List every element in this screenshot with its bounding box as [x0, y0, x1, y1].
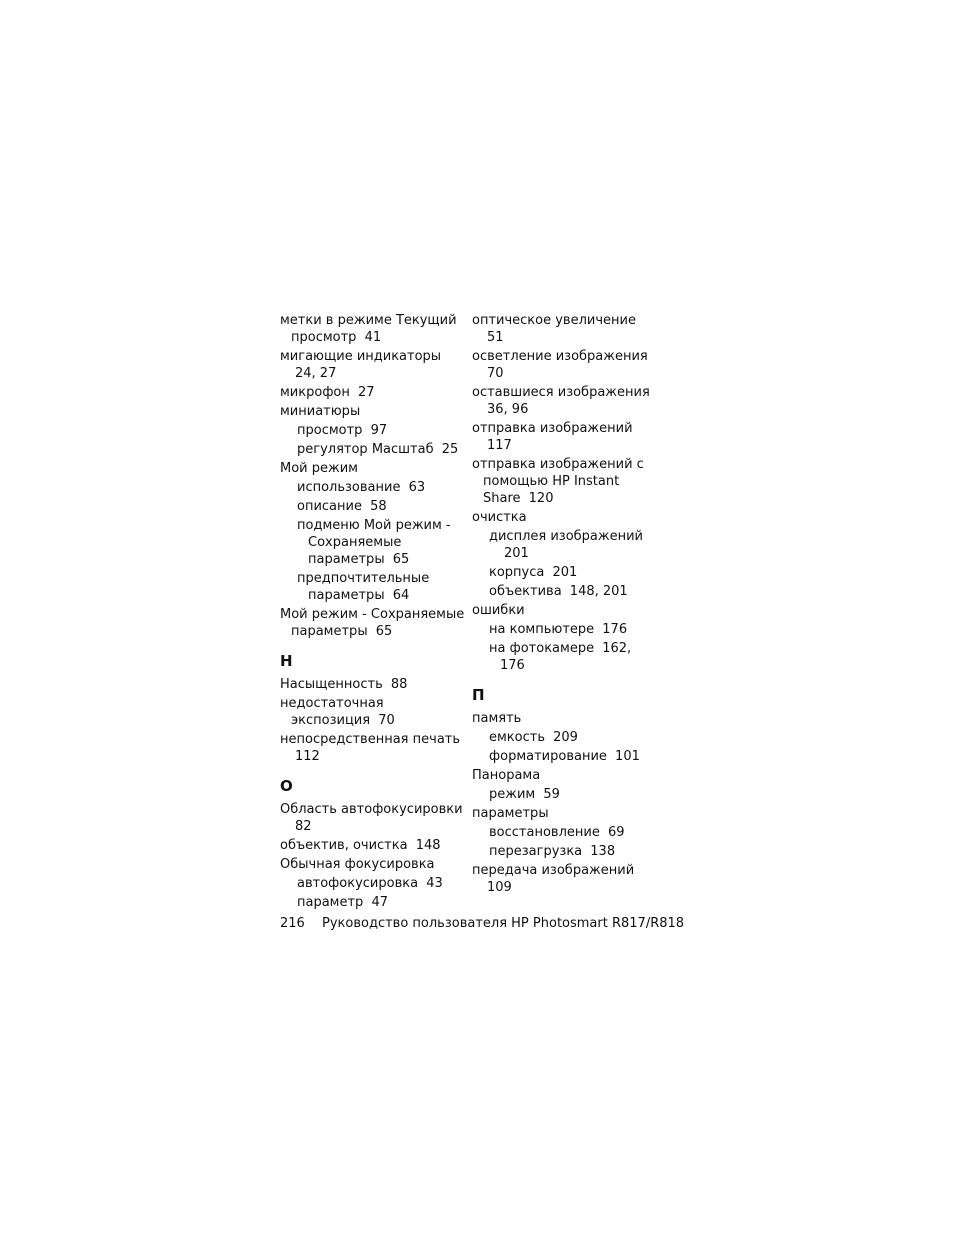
- entry-term: перезагрузка: [489, 844, 583, 859]
- index-entry: [280, 403, 465, 420]
- index-column-left: [280, 312, 465, 913]
- index-entry: [472, 767, 657, 784]
- entry-term: объектив, очистка: [280, 838, 408, 853]
- index-subentry: [472, 564, 657, 581]
- entry-term: мигающие индикаторы: [280, 349, 442, 364]
- entry-term: ошибки: [472, 603, 525, 618]
- entry-term: метки в режиме Текущий просмотр: [280, 313, 457, 345]
- entry-term: оптическое увеличение: [472, 313, 636, 328]
- entry-term: оставшиеся изображения: [472, 385, 650, 400]
- entry-term: недостаточная экспозиция: [280, 696, 384, 728]
- entry-pages: 101: [615, 749, 640, 764]
- index-entry: [280, 837, 465, 854]
- index-subentry: [472, 748, 657, 765]
- index-entry: [472, 710, 657, 727]
- index-entry: [472, 420, 657, 454]
- index-subentry: [472, 729, 657, 746]
- index-entry: [472, 862, 657, 896]
- index-subentry: [280, 570, 465, 604]
- entry-term: отправка изображений с помощью HP Instant Share: [472, 457, 644, 506]
- footer-title: Руководство пользователя HP Photosmart R817/R818: [322, 916, 685, 931]
- entry-pages: 65: [375, 624, 393, 639]
- entry-pages: 109: [487, 880, 512, 895]
- index-entry: [280, 384, 465, 401]
- index-subentry: [280, 517, 465, 568]
- entry-term: автофокусировка: [297, 876, 419, 891]
- index-entry: [472, 384, 657, 418]
- entry-term: объектива: [489, 584, 562, 599]
- entry-pages: 36, 96: [487, 402, 529, 417]
- index-subentry: [280, 441, 465, 458]
- entry-term: емкость: [489, 730, 545, 745]
- entry-term: Насыщенность: [280, 677, 383, 692]
- entry-term: Мой режим - Сохраняемые параметры: [280, 607, 465, 639]
- index-subentry: [472, 824, 657, 841]
- index-subentry: [280, 875, 465, 892]
- index-subentry: [472, 843, 657, 860]
- entry-pages: 82: [295, 819, 312, 834]
- entry-pages: 43: [426, 876, 443, 891]
- entry-pages: 120: [528, 491, 554, 506]
- entry-term: описание: [297, 499, 362, 514]
- entry-pages: 209: [553, 730, 578, 745]
- index-subentry: [472, 640, 657, 674]
- entry-pages: 41: [364, 330, 382, 345]
- index-entry: [280, 676, 465, 693]
- entry-pages: 24, 27: [295, 366, 337, 381]
- entry-pages: 138: [590, 844, 616, 859]
- entry-term: непосредственная печать: [280, 732, 461, 747]
- index-entry: [280, 731, 465, 765]
- entry-term: использование: [297, 480, 401, 495]
- entry-pages: 51: [487, 330, 504, 345]
- entry-pages: 25: [441, 442, 459, 457]
- entry-term: передача изображений: [472, 863, 635, 878]
- entry-term: корпуса: [489, 565, 545, 580]
- entry-term: на фотокамере: [489, 641, 595, 656]
- entry-pages: 162, 176: [500, 641, 632, 673]
- entry-term: параметры: [472, 806, 549, 821]
- entry-pages: 70: [378, 713, 395, 728]
- entry-term: предпочтительные параметры: [297, 571, 430, 603]
- entry-term: просмотр: [297, 423, 363, 438]
- section-letter: Н: [280, 652, 293, 670]
- entry-term: на компьютере: [489, 622, 595, 637]
- index-entry: [280, 801, 465, 835]
- entry-term: форматирование: [489, 749, 607, 764]
- index-entry: [472, 602, 657, 619]
- entry-pages: 117: [487, 438, 512, 453]
- index-entry: [472, 312, 657, 346]
- entry-pages: 70: [487, 366, 504, 381]
- index-entry: [472, 509, 657, 526]
- section-letter: П: [472, 686, 485, 704]
- index-entry: [472, 348, 657, 382]
- index-entry: [280, 695, 465, 729]
- entry-pages: 47: [371, 895, 389, 910]
- entry-term: режим: [489, 787, 536, 802]
- entry-pages: 59: [543, 787, 560, 802]
- entry-pages: 201: [504, 546, 529, 561]
- entry-term: регулятор Масштаб: [297, 442, 434, 457]
- index-column-right: [472, 312, 657, 898]
- index-subentry: [472, 786, 657, 803]
- page-footer: [280, 915, 684, 932]
- entry-term: Мой режим: [280, 461, 358, 476]
- entry-pages: 97: [370, 423, 388, 438]
- entry-term: Панорама: [472, 768, 541, 783]
- entry-term: восстановление: [489, 825, 600, 840]
- entry-term: Обычная фокусировка: [280, 857, 435, 872]
- entry-term: микрофон: [280, 385, 350, 400]
- entry-term: осветление изображения: [472, 349, 648, 364]
- index-entry: [472, 456, 657, 507]
- entry-term: память: [472, 711, 522, 726]
- index-entry: [280, 348, 465, 382]
- page-number: 216: [280, 916, 305, 931]
- entry-term: подменю Мой режим - Сохраняемые параметры: [297, 518, 451, 567]
- entry-pages: 112: [295, 749, 320, 764]
- entry-term: Область автофокусировки: [280, 802, 463, 817]
- entry-term: параметр: [297, 895, 364, 910]
- entry-term: отправка изображений: [472, 421, 633, 436]
- index-entry: [280, 856, 465, 873]
- entry-pages: 58: [370, 499, 387, 514]
- entry-pages: 65: [392, 552, 410, 567]
- entry-pages: 201: [552, 565, 578, 580]
- entry-term: дисплея изображений: [489, 529, 644, 544]
- entry-pages: 69: [607, 825, 625, 840]
- index-subentry: [472, 583, 657, 600]
- entry-pages: 27: [358, 385, 375, 400]
- entry-pages: 148, 201: [569, 584, 628, 599]
- index-subentry: [472, 621, 657, 638]
- entry-pages: 148: [415, 838, 441, 853]
- index-subentry: [280, 498, 465, 515]
- entry-term: очистка: [472, 510, 527, 525]
- section-letter: О: [280, 777, 293, 795]
- index-subentry: [280, 479, 465, 496]
- index-subentry: [280, 894, 465, 911]
- index-subentry: [472, 528, 657, 562]
- entry-pages: 88: [390, 677, 408, 692]
- index-entry: [472, 805, 657, 822]
- entry-pages: 64: [392, 588, 410, 603]
- entry-term: миниатюры: [280, 404, 361, 419]
- entry-pages: 176: [602, 622, 628, 637]
- index-entry: [280, 312, 465, 346]
- entry-pages: 63: [408, 480, 426, 495]
- index-entry: [280, 606, 465, 640]
- index-entry: [280, 460, 465, 477]
- index-subentry: [280, 422, 465, 439]
